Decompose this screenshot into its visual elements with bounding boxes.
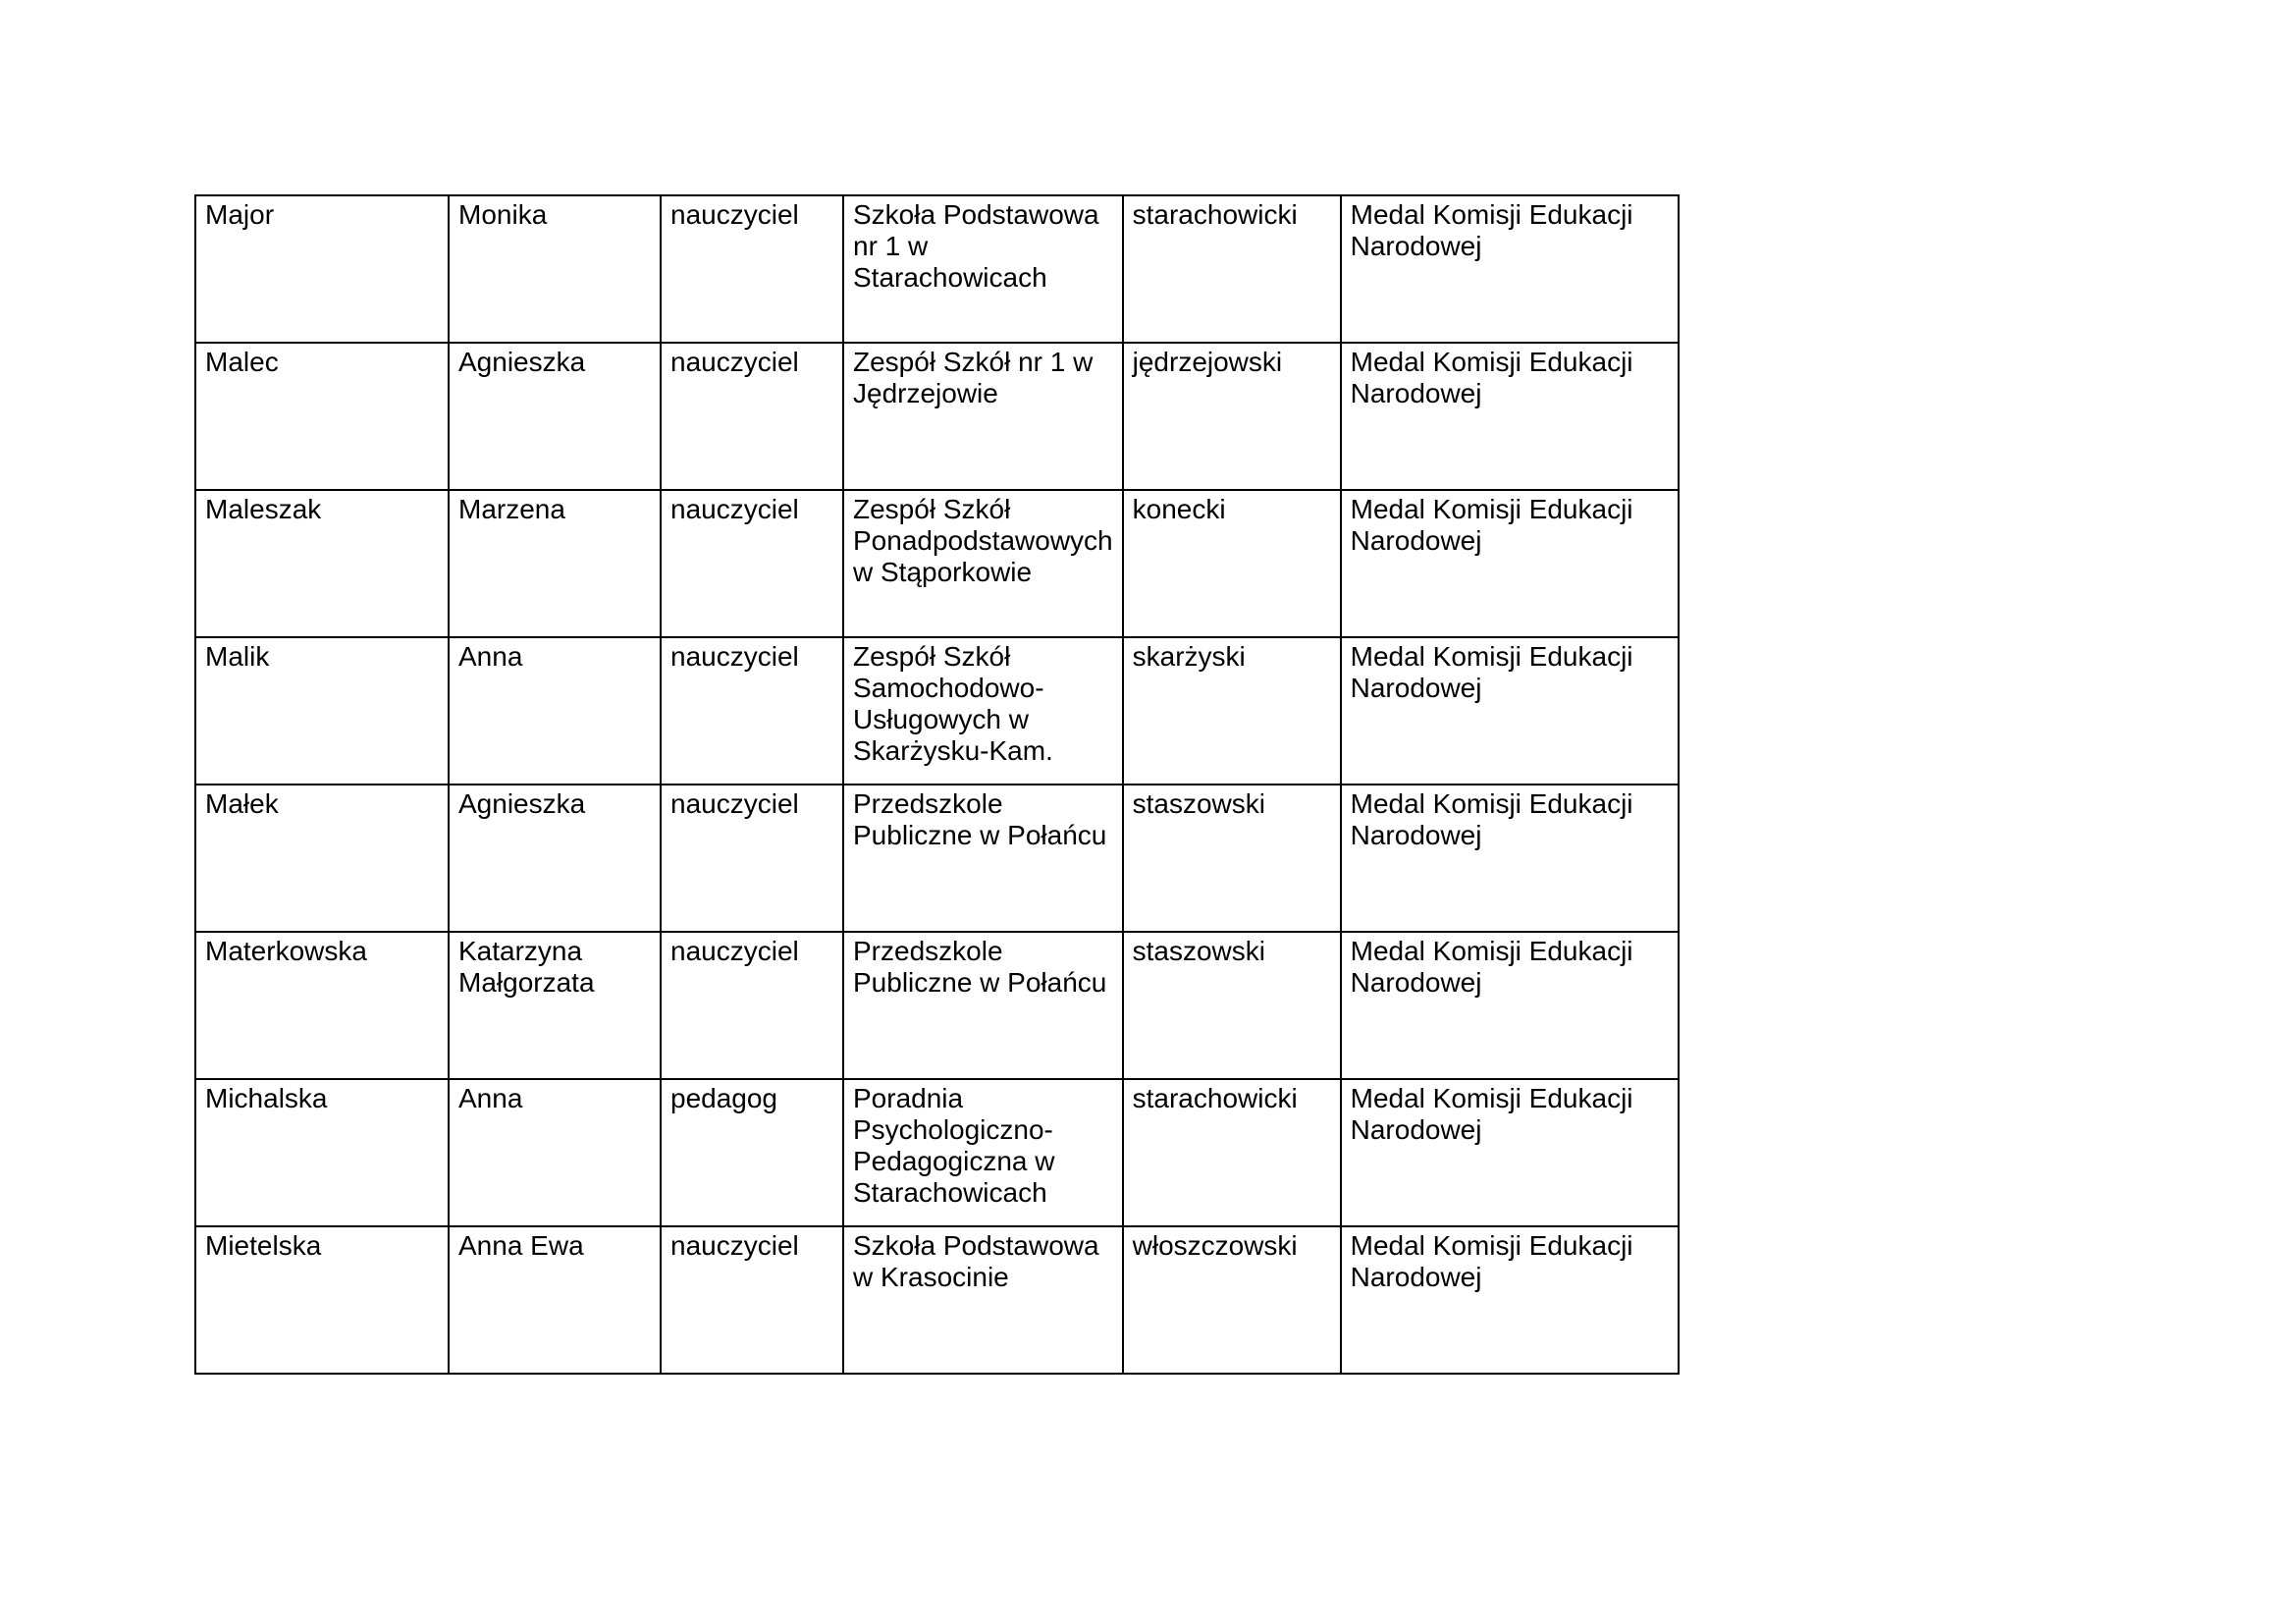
- cell-county: [1123, 932, 1341, 1079]
- cell-first-name: [449, 195, 661, 343]
- cell-institution: [843, 932, 1123, 1079]
- cell-institution: [843, 1226, 1123, 1374]
- cell-surname: [195, 785, 449, 932]
- cell-first-name-text: Katarzyna Małgorzata: [458, 936, 595, 998]
- cell-county: [1123, 490, 1341, 637]
- cell-first-name-text: Agnieszka: [458, 347, 586, 377]
- cell-institution: [843, 343, 1123, 490]
- cell-award: [1341, 1226, 1679, 1374]
- cell-county-text: starachowicki: [1132, 1083, 1298, 1113]
- cell-award-text: Medal Komisji Edukacji Narodowej: [1350, 1230, 1633, 1292]
- cell-first-name-text: Agnieszka: [458, 788, 586, 819]
- awards-table-body: [195, 195, 1679, 1374]
- cell-institution: [843, 490, 1123, 637]
- cell-first-name-text: Anna: [458, 1083, 523, 1113]
- cell-award: [1341, 490, 1679, 637]
- cell-position: [661, 785, 843, 932]
- cell-surname-text: Maleszak: [205, 494, 322, 524]
- cell-position: [661, 195, 843, 343]
- cell-institution: [843, 785, 1123, 932]
- cell-surname-text: Małek: [205, 788, 279, 819]
- cell-county: [1123, 637, 1341, 785]
- cell-award: [1341, 785, 1679, 932]
- cell-first-name: [449, 1079, 661, 1226]
- cell-first-name: [449, 785, 661, 932]
- cell-first-name-text: Marzena: [458, 494, 565, 524]
- cell-institution: [843, 637, 1123, 785]
- cell-surname-text: Mietelska: [205, 1230, 322, 1261]
- cell-award-text: Medal Komisji Edukacji Narodowej: [1350, 936, 1633, 998]
- cell-surname: [195, 1226, 449, 1374]
- cell-county-text: jędrzejowski: [1132, 347, 1283, 377]
- cell-surname: [195, 1079, 449, 1226]
- cell-first-name-text: Anna: [458, 641, 523, 672]
- cell-institution-text: Szkoła Podstawowa nr 1 w Starachowicach: [853, 199, 1099, 293]
- cell-county-text: starachowicki: [1132, 199, 1298, 230]
- cell-position-text: nauczyciel: [670, 347, 799, 377]
- cell-position-text: nauczyciel: [670, 936, 799, 966]
- cell-first-name: [449, 490, 661, 637]
- table-row: [195, 490, 1679, 637]
- cell-surname: [195, 637, 449, 785]
- cell-institution: [843, 195, 1123, 343]
- table-row: [195, 785, 1679, 932]
- cell-county-text: skarżyski: [1132, 641, 1246, 672]
- cell-position-text: nauczyciel: [670, 641, 799, 672]
- cell-award: [1341, 195, 1679, 343]
- cell-position: [661, 637, 843, 785]
- cell-first-name-text: Anna Ewa: [458, 1230, 584, 1261]
- cell-county-text: konecki: [1132, 494, 1226, 524]
- cell-award-text: Medal Komisji Edukacji Narodowej: [1350, 1083, 1633, 1145]
- awards-table: [194, 194, 1680, 1375]
- cell-award: [1341, 637, 1679, 785]
- cell-institution-text: Przedszkole Publiczne w Połańcu: [853, 788, 1107, 850]
- table-row: [195, 1226, 1679, 1374]
- table-row: [195, 195, 1679, 343]
- cell-first-name: [449, 343, 661, 490]
- cell-first-name: [449, 637, 661, 785]
- cell-award: [1341, 1079, 1679, 1226]
- cell-county-text: włoszczowski: [1132, 1230, 1298, 1261]
- cell-county: [1123, 785, 1341, 932]
- cell-county: [1123, 195, 1341, 343]
- cell-award-text: Medal Komisji Edukacji Narodowej: [1350, 199, 1633, 261]
- cell-award-text: Medal Komisji Edukacji Narodowej: [1350, 494, 1633, 556]
- cell-first-name: [449, 932, 661, 1079]
- cell-award-text: Medal Komisji Edukacji Narodowej: [1350, 788, 1633, 850]
- cell-position: [661, 490, 843, 637]
- cell-award-text: Medal Komisji Edukacji Narodowej: [1350, 641, 1633, 703]
- cell-county-text: staszowski: [1132, 788, 1265, 819]
- cell-institution-text: Zespół Szkół Samochodowo- Usługowych w Skarżysku-Kam.: [853, 641, 1053, 766]
- cell-position: [661, 1079, 843, 1226]
- table-row: [195, 932, 1679, 1079]
- cell-position-text: nauczyciel: [670, 788, 799, 819]
- cell-position-text: pedagog: [670, 1083, 778, 1113]
- cell-surname-text: Michalska: [205, 1083, 328, 1113]
- cell-county-text: staszowski: [1132, 936, 1265, 966]
- cell-institution-text: Zespół Szkół Ponadpodstawowych w Stąporkowie: [853, 494, 1113, 587]
- cell-surname: [195, 932, 449, 1079]
- cell-county: [1123, 1079, 1341, 1226]
- cell-county: [1123, 343, 1341, 490]
- cell-award: [1341, 932, 1679, 1079]
- cell-first-name-text: Monika: [458, 199, 548, 230]
- table-row: [195, 1079, 1679, 1226]
- cell-position-text: nauczyciel: [670, 199, 799, 230]
- cell-surname-text: Materkowska: [205, 936, 367, 966]
- cell-position: [661, 1226, 843, 1374]
- cell-institution-text: Poradnia Psychologiczno- Pedagogiczna w Starachowicach: [853, 1083, 1055, 1208]
- cell-surname: [195, 195, 449, 343]
- cell-position: [661, 932, 843, 1079]
- cell-surname-text: Major: [205, 199, 275, 230]
- cell-award-text: Medal Komisji Edukacji Narodowej: [1350, 347, 1633, 408]
- cell-position-text: nauczyciel: [670, 1230, 799, 1261]
- cell-county: [1123, 1226, 1341, 1374]
- cell-position: [661, 343, 843, 490]
- cell-institution-text: Przedszkole Publiczne w Połańcu: [853, 936, 1107, 998]
- table-row: [195, 637, 1679, 785]
- cell-surname-text: Malik: [205, 641, 270, 672]
- cell-surname: [195, 490, 449, 637]
- cell-position-text: nauczyciel: [670, 494, 799, 524]
- table-row: [195, 343, 1679, 490]
- cell-first-name: [449, 1226, 661, 1374]
- cell-institution: [843, 1079, 1123, 1226]
- cell-surname: [195, 343, 449, 490]
- cell-surname-text: Malec: [205, 347, 279, 377]
- cell-institution-text: Zespół Szkół nr 1 w Jędrzejowie: [853, 347, 1094, 408]
- cell-institution-text: Szkoła Podstawowa w Krasocinie: [853, 1230, 1099, 1292]
- cell-award: [1341, 343, 1679, 490]
